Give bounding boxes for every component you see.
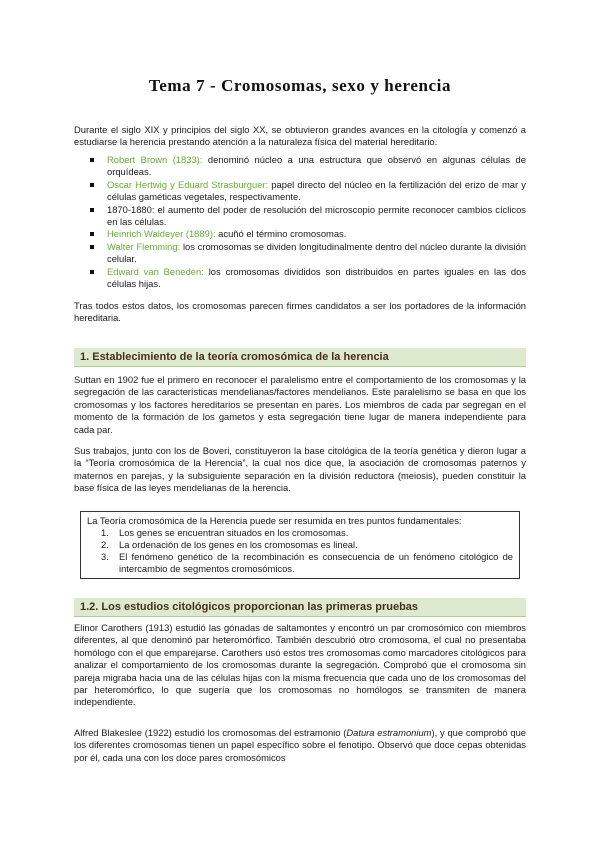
bullet-icon [90, 183, 94, 187]
summary-box [80, 511, 520, 579]
list-item [88, 241, 526, 266]
bullet-icon [90, 232, 94, 236]
list-item [88, 266, 526, 291]
section-heading [74, 348, 526, 367]
list-item [88, 204, 526, 229]
list-item [88, 228, 526, 240]
item-text: los cromosomas se dividen longitudinalmente dentro del núcleo durante la división celular. [107, 240, 526, 265]
scientist-name: Oscar Hertwig y Eduard Strasburguer: [107, 178, 269, 190]
item-text: los cromosomas divididos son distribuidos en partes iguales en las dos células hijas. [107, 265, 526, 290]
list-item: 3. El fenómeno genético de la recombinación es consecuencia de un fenómeno citológico de intercambio de segmentos cromosómicos. [101, 551, 513, 574]
list-item [88, 154, 526, 179]
intro-paragraph: Durante el siglo XIX y principios del siglo XX, se obtuvieron grandes avances en la citología y comenzó a estudiarse la herencia prestando atención a la naturaleza física del material hereditario. [74, 124, 526, 148]
section2-paragraph-1: Elinor Carothers (1913) estudió las gónadas de saltamontes y encontró un par cromosómico con miembros diferentes, al que denominó par heteromórfico. También descubrió otro cromosoma, el cual no presentaba homólogo con el que emparejarse. Carothers usó estos tres cromosomas como marcadores citológicos para analizar el comportamiento de los cromosomas durante la segregación. Comprobó que el cromosoma sin pareja migraba hacia una de las células hijas con la misma frecuencia que cada uno de los cromosomas del par heteromórfico, lo que sugería que los cromosomas no homólogos se transmiten de manera independiente. [74, 622, 526, 708]
item-text: papel directo del núcleo en la fertilización del erizo de mar y células gaméticas vegetales, respectivamente. [107, 178, 526, 203]
conclusion-paragraph: Tras todos estos datos, los cromosomas parecen firmes candidatos a ser los portadores de la información hereditaria. [74, 300, 526, 324]
list-item [88, 179, 526, 204]
section1-paragraph-1: Suttan en 1902 fue el primero en reconocer el paralelismo entre el comportamiento de los cromosomas y la segregación de las características mendelianas/factores mendelianos. Este paralelismo se basa en que los cromosomas y los factores hereditarios se presentan en pares. Los miembros de cada par segregan en el momento de la formación de los gametos y esta segregación tiene lugar de manera independiente para cada par. [74, 374, 526, 435]
bullet-icon [90, 270, 94, 274]
scientist-name: Edward van Beneden: [107, 265, 204, 277]
scientist-name: Heinrich Waldeyer (1889): [107, 228, 216, 240]
scientist-name: Walter Flemming: [107, 240, 181, 252]
summary-points [87, 527, 513, 575]
list-item: 1. Los genes se encuentran situados en los cromosomas. [101, 527, 349, 538]
item-text: acuñó el término cromosomas. [215, 228, 347, 240]
section-heading [74, 598, 526, 617]
species-name: Datura estramonium [346, 727, 432, 738]
scientist-name: Robert Brown (1833): [107, 154, 203, 165]
section-heading-text: 1. Establecimiento de la teoría cromosómica de la herencia [80, 351, 389, 363]
section2-paragraph-2: Alfred Blakeslee (1922) estudió los cromosomas del estramonio (Datura estramonium), y que comprobó que los diferentes cromosomas tienen un papel específico sobre el fenotipo. Observó que doce cepas obtenidas por él, cada una con los doce pares cromosómicos [74, 727, 526, 763]
bullet-icon [90, 158, 94, 162]
section1-paragraph-2: Sus trabajos, junto con los de Boveri, constituyeron la base citológica de la teoría genética y dieron lugar a la “Teoría cromosómica de la Herencia”, la cual nos dice que, la asociación de cromosomas paternos y maternos en parejas, y la subsiguiente separación en la división reductora (meiosis), pueden constituir la base física de las leyes mendelianas de la herencia. [74, 445, 526, 494]
history-list [88, 154, 526, 290]
page-title: Tema 7 - Cromosomas, sexo y herencia [148, 76, 452, 95]
list-item: 2. La ordenación de los genes en los cromosomas es lineal. [101, 539, 358, 550]
section-heading-text: 1.2. Los estudios citológicos proporcionan las primeras pruebas [80, 601, 419, 613]
item-text: 1870-1880: el aumento del poder de resolución del microscopio permite reconocer cambios cíclicos en las células. [107, 203, 526, 228]
summary-box-lead: La Teoría cromosómica de la Herencia puede ser resumida en tres puntos fundamentales: [87, 515, 462, 526]
bullet-icon [90, 245, 94, 249]
bullet-icon [90, 208, 94, 212]
item-text: denominó núcleo a una estructura que observó en algunas células de orquídeas. [107, 154, 526, 178]
